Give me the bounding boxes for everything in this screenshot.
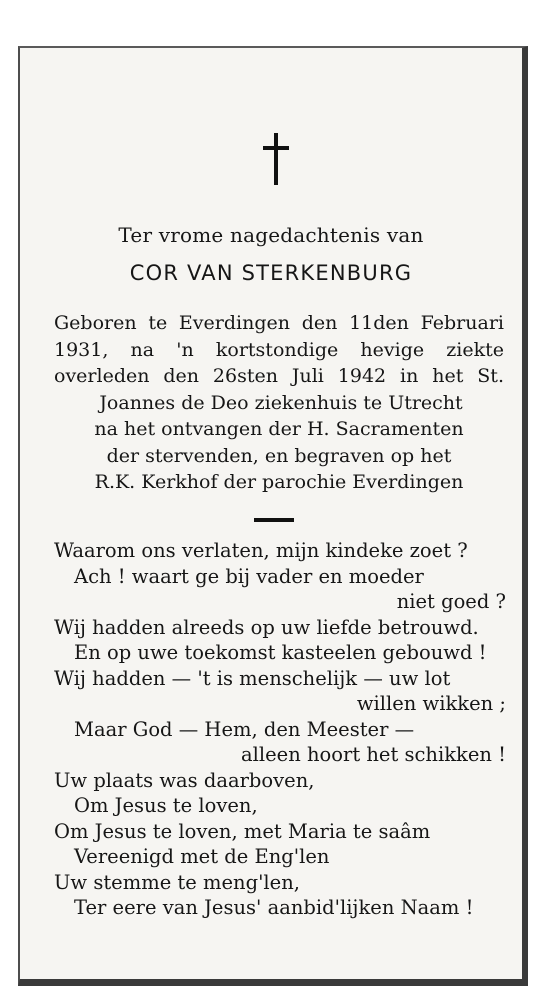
poem-line: Om Jesus te loven, met Maria te saâm <box>54 819 431 843</box>
poem-line: Om Jesus te loven, <box>74 794 258 817</box>
bio-line: R.K. Kerkhof der parochie Everdingen <box>94 471 464 493</box>
biography-text <box>54 310 504 496</box>
poem-line: Wij hadden alreeds op uw liefde betrouwd. <box>54 615 479 639</box>
poem-line: Uw plaats was daarboven, <box>54 768 315 792</box>
poem-line: Vereenigd met de Eng'len <box>74 845 330 868</box>
bio-line: Geboren te Everdingen den 11den Februari <box>54 312 504 334</box>
deceased-name: COR VAN STERKENBURG <box>129 261 413 285</box>
bio-line: overleden den 26sten Juli 1942 in het St. <box>54 365 504 387</box>
poem-line: Ter eere van Jesus' aanbid'lijken Naam ! <box>74 896 474 919</box>
poem-line: En op uwe toekomst kasteelen gebouwd ! <box>74 641 487 664</box>
poem-line: Wij hadden — 't is menschelijk — uw lot <box>54 666 451 690</box>
bio-line: 1931, na 'n kortstondige hevige ziekte <box>54 338 504 361</box>
poem <box>54 538 506 921</box>
memorial-card <box>18 46 528 986</box>
divider-rule <box>254 518 294 522</box>
poem-line: Uw stemme te meng'len, <box>54 870 300 894</box>
poem-line: Waarom ons verlaten, mijn kindeke zoet ? <box>54 539 468 562</box>
intro-text: Ter vrome nagedachtenis van <box>118 223 424 247</box>
cross-icon <box>262 133 292 185</box>
poem-line: alleen hoort het schikken ! <box>241 743 506 766</box>
poem-line: Maar God — Hem, den Meester — <box>74 717 415 741</box>
poem-line: willen wikken ; <box>356 692 506 715</box>
bio-line: Joannes de Deo ziekenhuis te Utrecht <box>99 391 463 414</box>
bio-line: na het ontvangen der H. Sacramenten <box>94 418 464 440</box>
bio-line: der stervenden, en begraven op het <box>106 444 452 467</box>
poem-line: Ach ! waart ge bij vader en moeder <box>74 564 424 588</box>
poem-line: niet goed ? <box>396 590 506 613</box>
